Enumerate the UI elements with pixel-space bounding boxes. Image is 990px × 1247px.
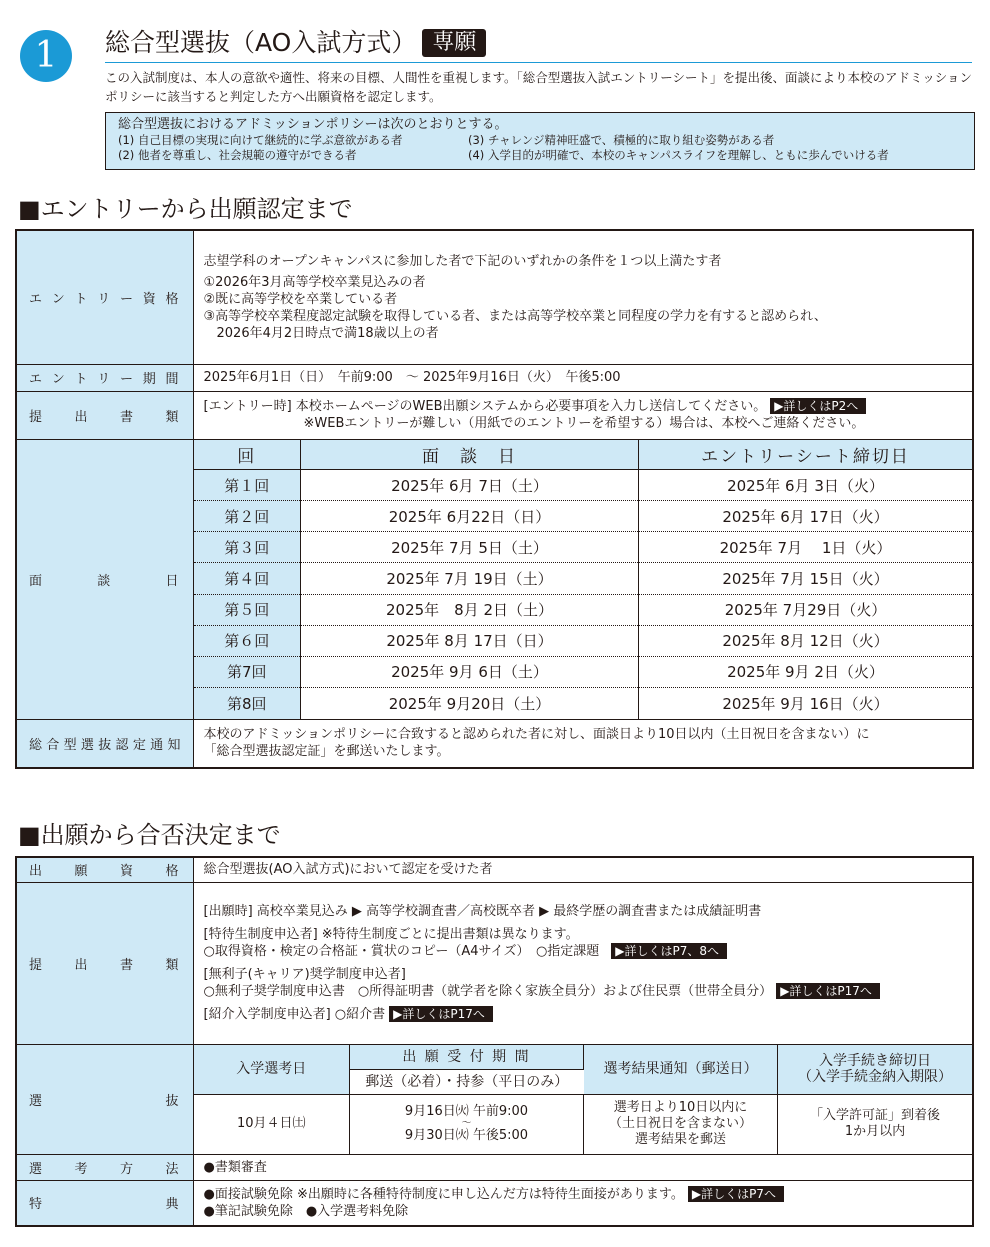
interview-date-cell: 2025年 8月 17日（日） bbox=[301, 625, 639, 656]
result-line: 選考日より10日以内に bbox=[613, 1100, 748, 1116]
round-cell: 第３回 bbox=[194, 532, 301, 563]
exam-date-value: 10月４日㈯ bbox=[194, 1095, 350, 1154]
documents-line: ○無利子奨学制度申込書 ○所得証明書（就学者を除く家族全員分）および住民票（世帯全員分） bbox=[203, 984, 773, 999]
label-application-documents: 提出書類 bbox=[16, 882, 193, 1044]
interview-schedule-table bbox=[194, 440, 973, 719]
result-value bbox=[584, 1095, 778, 1154]
round-cell: 第7回 bbox=[194, 656, 301, 687]
label-interview-dates: 面談日 bbox=[16, 439, 193, 719]
interview-schedule-cell bbox=[193, 439, 973, 719]
period-start: 9月16日㈫ 午前9:00 bbox=[404, 1104, 529, 1120]
interview-date-cell: 2025年 7月 19日（土） bbox=[301, 563, 639, 594]
interview-date-cell: 2025年 9月20日（土） bbox=[301, 687, 639, 718]
label-benefits: 特典 bbox=[16, 1180, 193, 1226]
interview-date-cell: 2025年 8月 2日（土） bbox=[301, 594, 639, 625]
round-cell: 第５回 bbox=[194, 594, 301, 625]
label-application-qualification: 出願資格 bbox=[16, 857, 193, 882]
table-row bbox=[194, 594, 973, 625]
entry-period-value: 2025年6月1日（日） 午前9:00 〜 2025年9月16日（火） 午後5:00 bbox=[193, 364, 973, 391]
header-interview-date: 面 談 日 bbox=[301, 440, 639, 470]
deadline-cell: 2025年 9月 16日（火） bbox=[722, 694, 889, 713]
round-cell: 第１回 bbox=[194, 470, 301, 501]
application-qualification-value: 総合型選抜(AO入試方式)において認定を受けた者 bbox=[193, 857, 973, 882]
qual-line: ①2026年3月高等学校卒業見込みの者 bbox=[203, 274, 426, 290]
section-number-badge: 1 bbox=[20, 30, 72, 82]
round-cell: 第６回 bbox=[194, 625, 301, 656]
page-title bbox=[105, 27, 486, 59]
qual-line: ③高等学校卒業程度認定試験を取得している者、または高等学校卒業と同程度の学力を有すると認められ、 bbox=[203, 308, 827, 324]
documents-cell bbox=[193, 391, 973, 439]
table-row bbox=[194, 470, 973, 501]
procedure-header-line: （入学手続金納入期限） bbox=[798, 1069, 952, 1086]
title-text: 総合型選抜（AO入試方式） bbox=[105, 28, 417, 57]
table-row bbox=[194, 687, 973, 718]
application-table bbox=[15, 856, 974, 1227]
notice-cell bbox=[193, 719, 973, 768]
table-row bbox=[194, 501, 973, 532]
see-p7-8-link[interactable]: ▶詳しくはP7、8へ bbox=[611, 943, 727, 959]
documents-line: [紹介入学制度申込者] ○紹介書 bbox=[203, 1007, 386, 1022]
deadline-cell: 2025年 9月 2日（火） bbox=[639, 656, 973, 687]
policy-item: (1) 自己目標の実現に向けて継続的に学ぶ意欲がある者 bbox=[118, 133, 403, 147]
documents-line: [エントリー時] 本校ホームページのWEB出願システムから必要事項を入力し送信してください。 bbox=[203, 399, 767, 414]
table-row bbox=[194, 625, 973, 656]
label-documents: 提出書類 bbox=[16, 391, 193, 439]
documents-line: [出願時] 高校卒業見込み ▶ 高等学校調査書／高校既卒者 ▶ 最終学歴の調査書または成績証明書 bbox=[203, 904, 762, 919]
round-cell: 第２回 bbox=[194, 501, 301, 532]
documents-note: ※WEBエントリーが難しい（用紙でのエントリーを希望する）場合は、本校へご連絡ください。 bbox=[303, 416, 865, 431]
documents-line: ○取得資格・検定の合格証・賞状のコピー（A4サイズ） ○指定課題 bbox=[203, 944, 600, 959]
period-value bbox=[350, 1095, 584, 1154]
procedure-line: 「入学許可証」到着後 bbox=[809, 1108, 940, 1124]
label-notice: 総合型選抜認定通知 bbox=[16, 719, 193, 768]
policy-title: 総合型選抜におけるアドミッションポリシーは次のとおりとする。 bbox=[118, 117, 508, 132]
label-selection: 選抜 bbox=[16, 1044, 193, 1154]
header-period-sub: 郵送（必着）・持参（平日のみ） bbox=[350, 1070, 584, 1095]
label-entry-period: エントリー期間 bbox=[16, 364, 193, 391]
deadline-cell: 2025年 7月 15日（火） bbox=[639, 563, 973, 594]
benefit-line: ●面接試験免除 ※出願時に各種特待制度に申し込んだ方は特待生面接があります。 bbox=[203, 1186, 684, 1202]
selection-table bbox=[194, 1045, 973, 1154]
result-line: 選考結果を郵送 bbox=[634, 1132, 726, 1148]
documents-line: [特待生制度申込者] ※特待生制度ごとに提出書類は異なります。 bbox=[203, 927, 579, 942]
policy-item: (3) チャレンジ精神旺盛で、積極的に取り組む姿勢がある者 bbox=[468, 133, 775, 147]
qual-line: 志望学科のオープンキャンパスに参加した者で下記のいずれかの条件を１つ以上満たす者 bbox=[203, 253, 722, 269]
header-round: 回 bbox=[194, 440, 301, 470]
policy-item: (4) 入学目的が明確で、本校のキャンパスライフを理解し、ともに歩んでいける者 bbox=[468, 148, 889, 162]
entry-qualification-cell bbox=[193, 230, 973, 364]
documents-line: [無利子(キャリア)奨学制度申込者] bbox=[203, 967, 406, 982]
interview-date-cell: 2025年 9月 6日（土） bbox=[301, 656, 639, 687]
application-documents-cell bbox=[193, 882, 973, 1044]
exclusive-badge: 専願 bbox=[422, 29, 486, 57]
deadline-cell: 2025年 7月29日（火） bbox=[639, 594, 973, 625]
procedure-value bbox=[778, 1095, 973, 1154]
header-result: 選考結果通知（郵送日） bbox=[584, 1045, 778, 1095]
round-cell: 第４回 bbox=[194, 563, 301, 594]
procedure-line: 1か月以内 bbox=[844, 1124, 906, 1140]
label-selection-method: 選考方法 bbox=[16, 1154, 193, 1180]
header-deadline: エントリーシート締切日 bbox=[639, 440, 973, 470]
qual-line: 2026年4月2日時点で満18歳以上の者 bbox=[203, 325, 439, 341]
entry-table bbox=[15, 229, 974, 769]
benefits-cell bbox=[193, 1180, 973, 1226]
header-exam-date: 入学選考日 bbox=[194, 1045, 350, 1095]
period-end: 9月30日㈫ 午後5:00 bbox=[404, 1128, 529, 1144]
see-p2-link[interactable]: ▶詳しくはP2へ bbox=[770, 398, 866, 414]
table-row bbox=[194, 563, 973, 594]
header-period: 出 願 受 付 期 間 bbox=[350, 1045, 584, 1070]
table-row bbox=[194, 532, 973, 563]
policy-item: (2) 他者を尊重し、社会規範の遵守ができる者 bbox=[118, 148, 357, 162]
deadline-cell: 2025年 7月 1日（火） bbox=[639, 532, 973, 563]
notice-line: 本校のアドミッションポリシーに合致すると認められた者に対し、面談日より10日以内（土日祝日を含まない）に bbox=[203, 727, 870, 743]
section-heading-entry: ■エントリーから出願認定まで bbox=[18, 195, 353, 223]
admission-policy-box bbox=[105, 112, 975, 170]
interview-date-cell: 2025年 6月22日（日） bbox=[301, 501, 639, 532]
section-heading-application: ■出願から合否決定まで bbox=[18, 821, 281, 849]
qual-line: ②既に高等学校を卒業している者 bbox=[203, 291, 398, 307]
deadline-cell: 2025年 6月 3日（火） bbox=[639, 470, 973, 501]
interview-date-cell: 2025年 7月 5日（土） bbox=[301, 532, 639, 563]
table-row bbox=[194, 656, 973, 687]
title-underline bbox=[105, 62, 972, 63]
period-separator: 〜 bbox=[461, 1118, 472, 1130]
procedure-header-line: 入学手続き締切日 bbox=[819, 1053, 931, 1070]
notice-line: 「総合型選抜認定証」を郵送いたします。 bbox=[203, 744, 450, 760]
intro-text: この入試制度は、本人の意欲や適性、将来の目標、人間性を重視します。「総合型選抜入試エントリーシート」を提出後、面談により本校のアドミッションポリシーに該当すると判定した方へ出願資格を認定します。 bbox=[105, 70, 973, 104]
see-p17-link[interactable]: ▶詳しくはP17へ bbox=[389, 1006, 493, 1022]
benefit-line: ●筆記試験免除 ●入学選考料免除 bbox=[203, 1203, 409, 1219]
result-line: （土日祝日を含まない） bbox=[608, 1116, 752, 1132]
deadline-cell: 2025年 6月 17日（火） bbox=[639, 501, 973, 532]
interview-date-cell: 2025年 6月 7日（土） bbox=[301, 470, 639, 501]
selection-method-value: ●書類審査 bbox=[193, 1154, 973, 1180]
see-p17-link[interactable]: ▶詳しくはP17へ bbox=[776, 983, 880, 999]
round-cell: 第8回 bbox=[194, 687, 301, 718]
deadline-cell: 2025年 8月 12日（火） bbox=[639, 625, 973, 656]
selection-cell bbox=[193, 1044, 973, 1154]
label-entry-qualification: エントリー資格 bbox=[16, 230, 193, 364]
header-procedure bbox=[778, 1045, 973, 1095]
see-p7-link[interactable]: ▶詳しくはP7へ bbox=[688, 1186, 784, 1202]
